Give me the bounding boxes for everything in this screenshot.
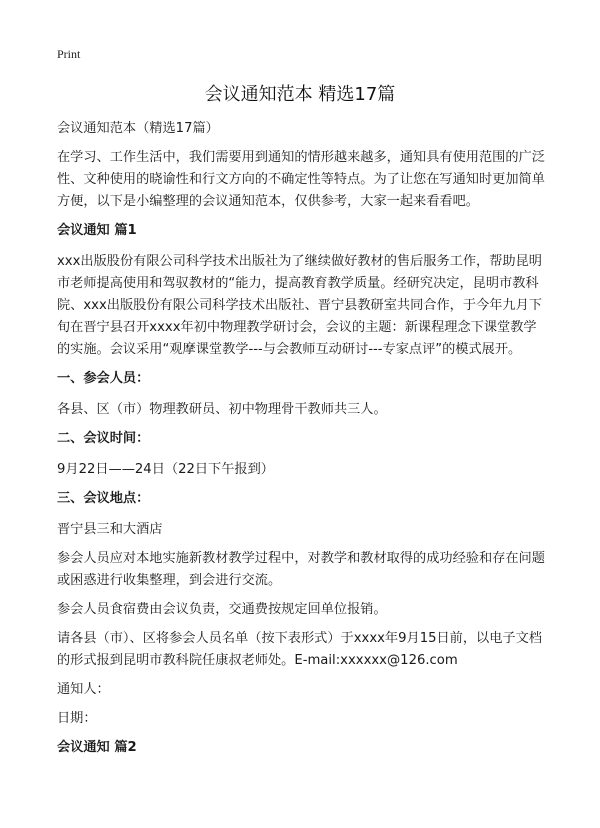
- note-paragraph-2: 参会人员食宿费由会议负责，交通费按规定回单位报销。: [57, 602, 387, 617]
- section-heading-2: 会议通知 篇2: [57, 740, 137, 755]
- notifier-label: 通知人：: [57, 682, 110, 697]
- note-paragraph-1: 参会人员应对本地实施新教材教学过程中，对教学和教材取得的成功经验和存在问题或困惑进行收集整理，到会进行交流。: [57, 551, 545, 588]
- section-heading-1: 会议通知 篇1: [57, 223, 137, 238]
- section-1-body: xxx出版股份有限公司科学技术出版社为了继续做好教材的售后服务工作，帮助昆明市老师提高使用和驾驭教材的“能力，提高教育教学质量。经研究决定，昆明市教科院、xxx出版股份有限公司科学技术出版社、晋宁县教研室共同合作，于今年九月下旬在晋宁县召开xxxx年初中物理教学研讨会，会议的主题：新课程理念下课堂教学的实施。会议采用“观摩课堂教学---与会教师互动研讨---专家点评”的模式展开。: [57, 254, 542, 357]
- date-label: 日期：: [57, 711, 97, 726]
- participants-heading: 一、参会人员：: [57, 371, 150, 386]
- time-heading: 二、会议时间：: [57, 431, 150, 446]
- location-heading: 三、会议地点：: [57, 491, 150, 506]
- document-body: [57, 118, 547, 768]
- document-subtitle: 会议通知范本（精选17篇）: [57, 121, 219, 136]
- page-title: 会议通知范本 精选17篇: [204, 84, 396, 105]
- note-paragraph-3: 请各县（市）、区将参会人员名单（按下表形式）于xxxx年9月15日前，以电子文档的形式报到昆明市教科院任康叔老师处。E-mail:xxxxxx@126.com: [57, 631, 542, 668]
- print-link[interactable]: Print: [57, 47, 81, 61]
- time-text: 9月22日——24日（22日下午报到）: [57, 462, 274, 477]
- participants-text: 各县、区（市）物理教研员、初中物理骨干教师共三人。: [57, 402, 387, 417]
- intro-paragraph: 在学习、工作生活中，我们需要用到通知的情形越来越多，通知具有使用范围的广泛性、文种使用的晓谕性和行文方向的不确定性等特点。为了让您在写通知时更加简单方便，以下是小编整理的会议通知范本，仅供参考，大家一起来看看吧。: [57, 150, 545, 209]
- location-text: 晋宁县三和大酒店: [57, 522, 163, 537]
